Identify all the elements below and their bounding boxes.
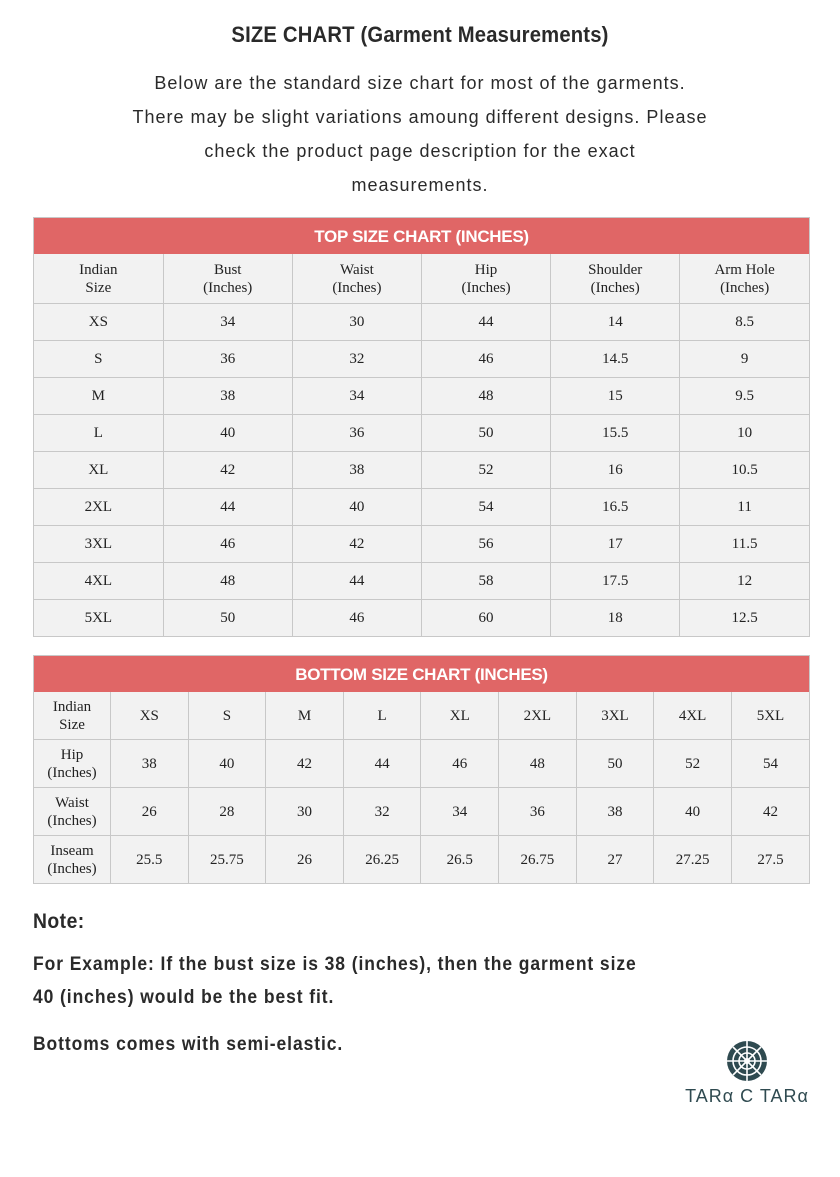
measurement-cell: 42 [731, 788, 809, 836]
row-label-line: Indian [52, 698, 92, 715]
row-label-line: (Inches) [47, 812, 97, 829]
measurement-cell: 42 [163, 452, 292, 489]
column-header-line: Arm Hole [714, 261, 775, 278]
column-header-line: (Inches) [332, 279, 382, 296]
measurement-cell: 44 [163, 489, 292, 526]
measurement-cell: 40 [654, 788, 732, 836]
size-label-cell: 2XL [34, 489, 163, 526]
table-row [34, 489, 809, 526]
measurement-cell: 15.5 [551, 415, 680, 452]
measurement-cell: 27 [576, 836, 654, 884]
bottom-size-chart [33, 655, 810, 884]
measurement-cell: 36 [292, 415, 421, 452]
measurement-cell: 36 [499, 788, 577, 836]
size-label-cell: 5XL [34, 600, 163, 637]
table-row [34, 740, 809, 788]
size-label-cell: XS [111, 692, 189, 740]
measurement-cell: 38 [292, 452, 421, 489]
measurement-cell: 44 [292, 563, 421, 600]
measurement-cell: 54 [731, 740, 809, 788]
table-row [34, 341, 809, 378]
table-row [34, 600, 809, 637]
row-label-cell [34, 788, 111, 836]
column-header [680, 254, 809, 304]
column-header [421, 254, 550, 304]
measurement-cell: 30 [292, 304, 421, 341]
measurement-cell: 48 [163, 563, 292, 600]
measurement-cell: 46 [163, 526, 292, 563]
measurement-cell: 15 [551, 378, 680, 415]
measurement-cell: 54 [421, 489, 550, 526]
measurement-cell: 14.5 [551, 341, 680, 378]
measurement-cell: 14 [551, 304, 680, 341]
measurement-cell: 27.5 [731, 836, 809, 884]
measurement-cell: 58 [421, 563, 550, 600]
measurement-cell: 38 [163, 378, 292, 415]
row-label-line: Inseam [50, 842, 94, 859]
measurement-cell: 50 [576, 740, 654, 788]
notes-section [33, 910, 793, 1061]
measurement-cell: 11.5 [680, 526, 809, 563]
measurement-cell: 26.5 [421, 836, 499, 884]
size-label-cell: M [266, 692, 344, 740]
measurement-cell: 50 [163, 600, 292, 637]
note-example-line: 40 (inches) would be the best fit. [33, 987, 335, 1008]
measurement-cell: 34 [163, 304, 292, 341]
top-chart-heading: TOP SIZE CHART (INCHES) [34, 218, 809, 254]
table-row [34, 526, 809, 563]
measurement-cell: 48 [421, 378, 550, 415]
measurement-cell: 11 [680, 489, 809, 526]
measurement-cell: 44 [421, 304, 550, 341]
measurement-cell: 32 [292, 341, 421, 378]
table-row [34, 415, 809, 452]
measurement-cell: 26 [266, 836, 344, 884]
column-header-line: Hip [474, 261, 498, 278]
row-label-line: (Inches) [47, 860, 97, 877]
measurement-cell: 52 [421, 452, 550, 489]
table-row [34, 378, 809, 415]
size-label-cell: 3XL [34, 526, 163, 563]
measurement-cell: 27.25 [654, 836, 732, 884]
measurement-cell: 10.5 [680, 452, 809, 489]
measurement-cell: 17.5 [551, 563, 680, 600]
measurement-cell: 42 [266, 740, 344, 788]
measurement-cell: 46 [421, 740, 499, 788]
table-row [34, 788, 809, 836]
measurement-cell: 38 [111, 740, 189, 788]
note-elastic: Bottoms comes with semi-elastic. [33, 1034, 344, 1055]
intro-line: measurements. [351, 175, 489, 195]
measurement-cell: 48 [499, 740, 577, 788]
measurement-cell: 46 [292, 600, 421, 637]
measurement-cell: 16 [551, 452, 680, 489]
row-label-cell [34, 692, 111, 740]
measurement-cell: 32 [343, 788, 421, 836]
column-header-line: Indian [79, 261, 118, 278]
column-header [551, 254, 680, 304]
column-header-line: Size [85, 279, 112, 296]
column-header-line: (Inches) [720, 279, 770, 296]
column-header-line: (Inches) [461, 279, 511, 296]
column-header [292, 254, 421, 304]
measurement-cell: 10 [680, 415, 809, 452]
size-label-cell: S [188, 692, 266, 740]
measurement-cell: 9 [680, 341, 809, 378]
measurement-cell: 9.5 [680, 378, 809, 415]
table-row [34, 563, 809, 600]
measurement-cell: 25.5 [111, 836, 189, 884]
measurement-cell: 46 [421, 341, 550, 378]
size-label-cell: XL [34, 452, 163, 489]
column-header-line: (Inches) [590, 279, 640, 296]
column-header-line: Shoulder [588, 261, 643, 278]
measurement-cell: 42 [292, 526, 421, 563]
table-row [34, 692, 809, 740]
brand-name: TARα C TARα [685, 1086, 809, 1106]
measurement-cell: 50 [421, 415, 550, 452]
measurement-cell: 52 [654, 740, 732, 788]
measurement-cell: 30 [266, 788, 344, 836]
size-label-cell: S [34, 341, 163, 378]
top-size-chart [33, 217, 810, 637]
measurement-cell: 26 [111, 788, 189, 836]
measurement-cell: 56 [421, 526, 550, 563]
intro-line: Below are the standard size chart for most of the garments. [154, 73, 686, 93]
column-header [163, 254, 292, 304]
row-label-cell [34, 836, 111, 884]
size-label-cell: 3XL [576, 692, 654, 740]
measurement-cell: 17 [551, 526, 680, 563]
intro-line: There may be slight variations amoung different designs. Please [132, 107, 708, 127]
bottom-size-table [34, 692, 809, 883]
size-label-cell: 4XL [654, 692, 732, 740]
table-row [34, 304, 809, 341]
size-label-cell: 2XL [499, 692, 577, 740]
measurement-cell: 16.5 [551, 489, 680, 526]
size-label-cell: XL [421, 692, 499, 740]
mandala-flower-icon [726, 1040, 768, 1082]
size-label-cell: 5XL [731, 692, 809, 740]
brand-logo [682, 1040, 812, 1107]
size-label-cell: M [34, 378, 163, 415]
measurement-cell: 34 [421, 788, 499, 836]
measurement-cell: 36 [163, 341, 292, 378]
measurement-cell: 28 [188, 788, 266, 836]
size-label-cell: 4XL [34, 563, 163, 600]
measurement-cell: 34 [292, 378, 421, 415]
table-row [34, 836, 809, 884]
measurement-cell: 12 [680, 563, 809, 600]
note-example-line: For Example: If the bust size is 38 (inches), then the garment size [33, 954, 637, 975]
measurement-cell: 12.5 [680, 600, 809, 637]
measurement-cell: 8.5 [680, 304, 809, 341]
table-header-row [34, 254, 809, 304]
table-row [34, 452, 809, 489]
intro-text [0, 66, 840, 202]
page-title: SIZE CHART (Garment Measurements) [231, 22, 609, 47]
measurement-cell: 18 [551, 600, 680, 637]
measurement-cell: 60 [421, 600, 550, 637]
column-header-line: Waist [339, 261, 374, 278]
column-header-line: Bust [213, 261, 242, 278]
measurement-cell: 38 [576, 788, 654, 836]
row-label-line: Size [59, 716, 85, 733]
measurement-cell: 26.25 [343, 836, 421, 884]
column-header [34, 254, 163, 304]
size-label-cell: L [34, 415, 163, 452]
size-label-cell: L [343, 692, 421, 740]
measurement-cell: 26.75 [499, 836, 577, 884]
note-example [33, 948, 793, 1014]
top-size-table [34, 254, 809, 636]
column-header-line: (Inches) [203, 279, 253, 296]
note-title: Note: [33, 910, 85, 933]
row-label-line: Hip [60, 746, 84, 763]
measurement-cell: 40 [163, 415, 292, 452]
measurement-cell: 40 [292, 489, 421, 526]
row-label-cell [34, 740, 111, 788]
row-label-line: (Inches) [47, 764, 97, 781]
bottom-chart-heading: BOTTOM SIZE CHART (INCHES) [34, 656, 809, 692]
measurement-cell: 40 [188, 740, 266, 788]
row-label-line: Waist [55, 794, 89, 811]
measurement-cell: 44 [343, 740, 421, 788]
size-label-cell: XS [34, 304, 163, 341]
measurement-cell: 25.75 [188, 836, 266, 884]
intro-line: check the product page description for the exact [204, 141, 636, 161]
